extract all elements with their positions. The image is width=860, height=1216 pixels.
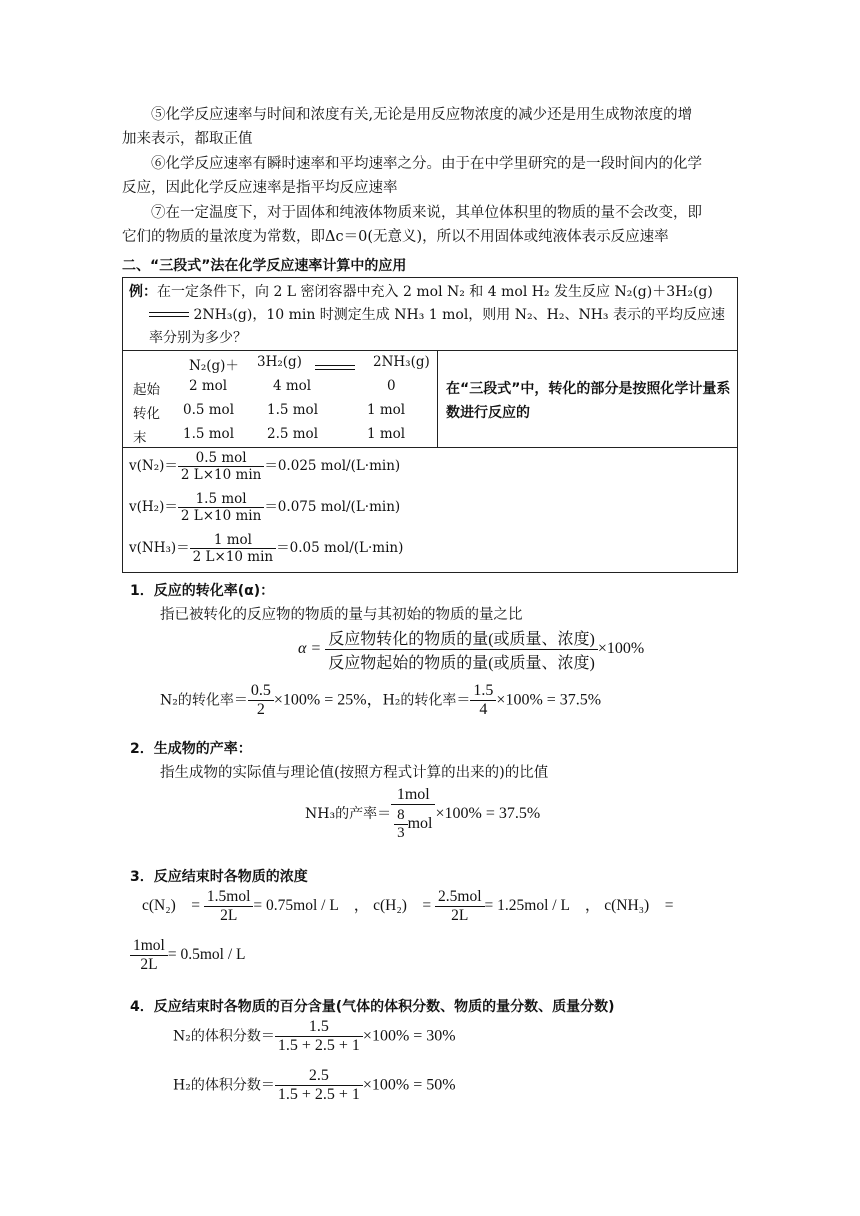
yield-den-den: 3 (394, 824, 408, 842)
c-n2-lhs: c(N₂) = (142, 897, 201, 915)
rate-h2-num: 1.5 mol (195, 491, 247, 507)
c-h2-rhs: = 1.25mol / L ， (484, 897, 601, 915)
header-h2: 3H₂(g) (257, 354, 302, 370)
s2-desc: 指生成物的实际值与理论值(按照方程式计算的出来的)的比值 (160, 765, 549, 781)
cell-change-nh3: 1 mol (367, 402, 406, 418)
cell-end-n2: 1.5 mol (183, 426, 235, 442)
h2-conv-den: 4 (470, 700, 496, 719)
example-question-cell (123, 278, 738, 351)
rate-h2-rhs: ＝0.075 mol/(L·min) (264, 499, 401, 515)
vol-n2-num: 1.5 (308, 1018, 329, 1035)
rate-h2-lhs: v(H₂)＝ (129, 499, 178, 515)
n2-conv-den: 2 (248, 700, 274, 719)
c-nh3-lhs: c(NH₃) = (604, 897, 674, 915)
rate-nh3-lhs: v(NH₃)＝ (129, 540, 190, 556)
c-nh3-rhs: = 0.5mol / L (167, 946, 246, 964)
yield-lhs: NH₃的产率＝ (305, 806, 392, 822)
s2-title: 2．生成物的产率： (130, 741, 252, 757)
n2-conv-num: 0.5 (250, 682, 271, 699)
note-cell (438, 351, 738, 448)
vol-n2-lhs: N₂的体积分数＝ (173, 1028, 275, 1045)
rate-n2-rhs: ＝0.025 mol/(L·min) (264, 458, 401, 474)
s3-title: 3．反应结束时各物质的浓度 (130, 869, 308, 885)
example-table (122, 277, 738, 573)
c-h2-den: 2L (435, 906, 485, 925)
vol-n2-den: 1.5 + 2.5 + 1 (275, 1036, 363, 1055)
c-nh3-den: 2L (130, 955, 168, 974)
section-2-title: 二、“三段式”法在化学反应速率计算中的应用 (122, 258, 407, 274)
header-nh3: 2NH₃(g) (373, 354, 430, 370)
alpha-tail: ×100% (597, 640, 645, 658)
para-5-line-1: ⑤化学反应速率与时间和浓度有关,无论是用反应物浓度的减少还是用生成物浓度的增 (151, 107, 693, 123)
para-7-line-2: 它们的物质的量浓度为常数，即Δc＝0(无意义)，所以不用固体或纯液体表示反应速率 (122, 229, 669, 245)
vol-h2-num: 2.5 (308, 1067, 329, 1084)
n2-conv-lhs: N₂的转化率＝ (160, 692, 248, 709)
rate-n2-lhs: v(N₂)＝ (129, 458, 178, 474)
para-6-line-2: 反应，因此化学反应速率是指平均反应速率 (122, 180, 398, 196)
rates-cell (123, 448, 738, 573)
example-line-3: 率分别为多少？ (149, 330, 247, 346)
para-5-line-2: 加来表示，都取正值 (122, 131, 253, 147)
vol-h2-den: 1.5 + 2.5 + 1 (275, 1085, 363, 1104)
three-stage-cell (123, 351, 438, 448)
c-n2-rhs: = 0.75mol / L ， (253, 897, 370, 915)
cell-change-n2: 0.5 mol (183, 402, 235, 418)
s1-title: 1．反应的转化率(α)： (130, 583, 275, 599)
vol-n2-rhs: ×100% = 30% (362, 1027, 456, 1045)
cell-change-h2: 1.5 mol (267, 402, 319, 418)
s4-title: 4．反应结束时各物质的百分含量(气体的体积分数、物质的量分数、质量分数) (130, 999, 615, 1015)
rate-n2-num: 0.5 mol (195, 450, 247, 466)
equilibrium-arrow-icon (315, 363, 355, 373)
c-nh3-num: 1mol (133, 937, 165, 954)
c-n2-num: 1.5mol (206, 888, 251, 905)
para-7-line-1: ⑦在一定温度下，对于固体和纯液体物质来说，其单位体积里的物质的量不会改变，即 (151, 205, 702, 221)
row-label-start: 起始 (133, 382, 160, 398)
alpha-num: 反应物转化的物质的量(或质量、浓度) (328, 631, 595, 648)
cell-start-h2: 4 mol (273, 378, 312, 394)
row-label-end: 末 (133, 430, 147, 446)
header-n2: N₂(g)＋ (189, 358, 239, 374)
equilibrium-arrow-icon (149, 310, 189, 320)
cell-start-nh3: 0 (387, 378, 396, 394)
alpha-den: 反应物起始的物质的量(或质量、浓度) (325, 649, 598, 673)
c-h2-lhs: c(H₂) = (373, 897, 432, 915)
rate-h2-den: 2 L×10 min (178, 507, 264, 524)
vol-h2-rhs: ×100% = 50% (362, 1076, 456, 1094)
h2-conv-lhs: H₂的转化率＝ (382, 692, 471, 709)
rate-nh3-rhs: ＝0.05 mol/(L·min) (276, 540, 404, 556)
row-label-change: 转化 (133, 406, 160, 422)
alpha-symbol: α = (298, 640, 322, 658)
example-label: 例： (129, 284, 157, 300)
cell-start-n2: 2 mol (189, 378, 228, 394)
rate-nh3-num: 1 mol (213, 532, 252, 548)
yield-rhs: ×100% = 37.5% (435, 805, 541, 822)
n2-conv-rhs: ×100% = 25%， (273, 691, 383, 709)
yield-den-num: 8 (397, 807, 405, 823)
rate-n2-den: 2 L×10 min (178, 466, 264, 483)
s1-desc: 指已被转化的反应物的物质的量与其初始的物质的量之比 (160, 607, 523, 623)
example-line-2: 2NH₃(g)，10 min 时测定生成 NH₃ 1 mol，则用 N₂、H₂、NH₃ 表示的平均反应速 (193, 307, 725, 323)
h2-conv-num: 1.5 (473, 682, 494, 699)
c-n2-den: 2L (204, 906, 254, 925)
cell-end-nh3: 1 mol (367, 426, 406, 442)
yield-num: 1mol (396, 786, 430, 803)
h2-conv-rhs: ×100% = 37.5% (496, 691, 602, 709)
yield-den-unit: mol (407, 815, 433, 833)
note-text: 在“三段式”中，转化的部分是按照化学计量系数进行反应的 (446, 381, 731, 421)
vol-h2-lhs: H₂的体积分数＝ (173, 1077, 275, 1094)
example-line-1: 在一定条件下，向 2 L 密闭容器中充入 2 mol N₂ 和 4 mol H₂ 发生反应 N₂(g)＋3H₂(g) (157, 284, 713, 300)
para-6-line-1: ⑥化学反应速率有瞬时速率和平均速率之分。由于在中学里研究的是一段时间内的化学 (151, 156, 702, 172)
c-h2-num: 2.5mol (438, 888, 482, 905)
cell-end-h2: 2.5 mol (267, 426, 319, 442)
rate-nh3-den: 2 L×10 min (190, 548, 276, 565)
